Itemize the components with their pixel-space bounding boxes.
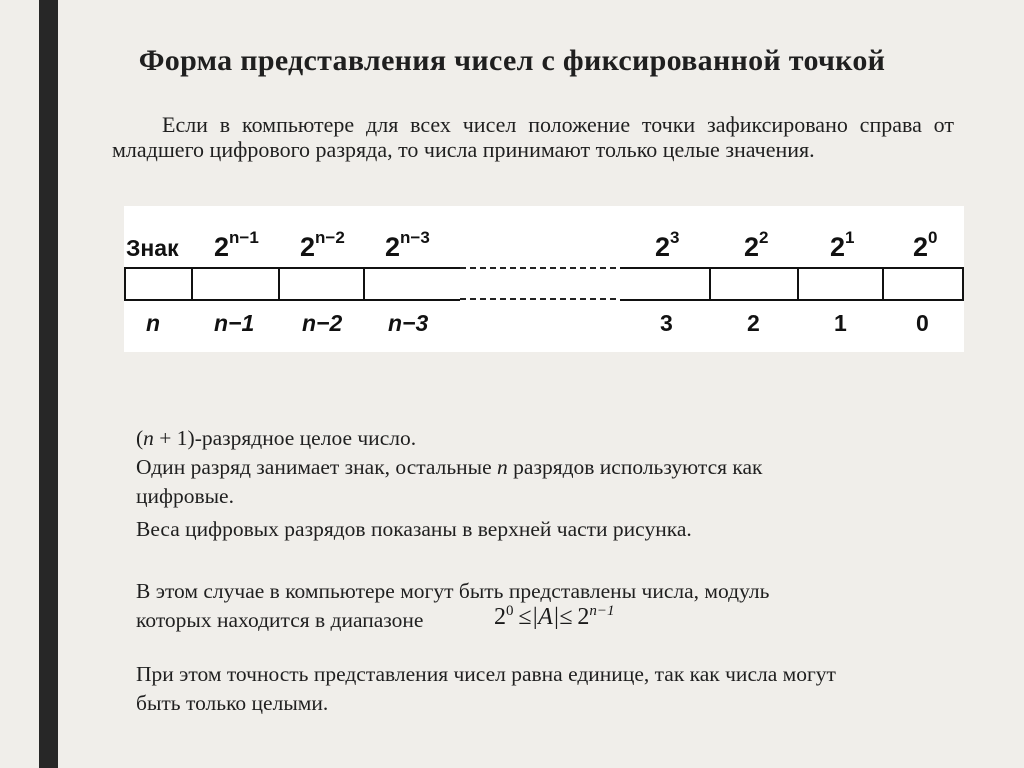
- index-label-n-3: n−3: [388, 310, 429, 336]
- sign-label: Знак: [126, 235, 179, 261]
- range-paragraph: В этом случае в компьютере могут быть представлены числа, модуль которых находится в диапазоне: [136, 579, 770, 632]
- weight-label-3: $2^3$: [655, 228, 680, 262]
- weight-label-n-1: $2^{n-1}$: [214, 228, 259, 262]
- bit-width-paragraph: (n + 1)-разрядное целое число.: [136, 426, 417, 450]
- weight-label-n-3: $2^{n-3}$: [385, 228, 430, 262]
- dashed-top-line: [460, 267, 616, 269]
- weight-label-2: $2^2$: [744, 228, 769, 262]
- index-label-n: n: [146, 310, 161, 336]
- register-cell-divider: [797, 268, 799, 300]
- register-cell-divider: [124, 268, 126, 300]
- register-cell-divider: [191, 268, 193, 300]
- index-label-n-2: n−2: [302, 310, 343, 336]
- weight-label-0: $2^0$: [913, 228, 938, 262]
- sign-digit-paragraph: Один разряд занимает знак, остальные n разрядов используются как цифровые.: [136, 455, 763, 508]
- intro-paragraph: Если в компьютере для всех чисел положение точки зафиксировано справа от младшего цифрового разряда, то числа принимают только целые значения.: [112, 112, 954, 162]
- bit-grid-figure: [124, 206, 964, 352]
- weight-label-n-2: $2^{n-2}$: [300, 228, 345, 262]
- left-accent-bar: [39, 0, 58, 768]
- register-cell-divider: [962, 268, 964, 300]
- slide-title: Форма представления чисел с фиксированной точкой: [138, 44, 886, 77]
- range-formula: $2^0 \le|A|\le 2^{n-1}$: [494, 603, 615, 630]
- index-label-1: 1: [834, 310, 847, 336]
- index-label-3: 3: [660, 310, 673, 336]
- weight-label-1: $2^1$: [830, 228, 855, 262]
- index-label-2: 2: [747, 310, 760, 336]
- register-cell-divider: [882, 268, 884, 300]
- precision-paragraph: При этом точность представления чисел равна единице, так как числа могут быть только целыми.: [136, 662, 836, 715]
- index-label-n-1: n−1: [214, 310, 255, 336]
- register-cell-divider: [363, 268, 365, 300]
- dashed-bottom-line: [460, 298, 616, 300]
- index-label-0: 0: [916, 310, 929, 336]
- register-cell-divider: [278, 268, 280, 300]
- register-cell-divider: [709, 268, 711, 300]
- weights-paragraph: Веса цифровых разрядов показаны в верхней части рисунка.: [136, 517, 692, 541]
